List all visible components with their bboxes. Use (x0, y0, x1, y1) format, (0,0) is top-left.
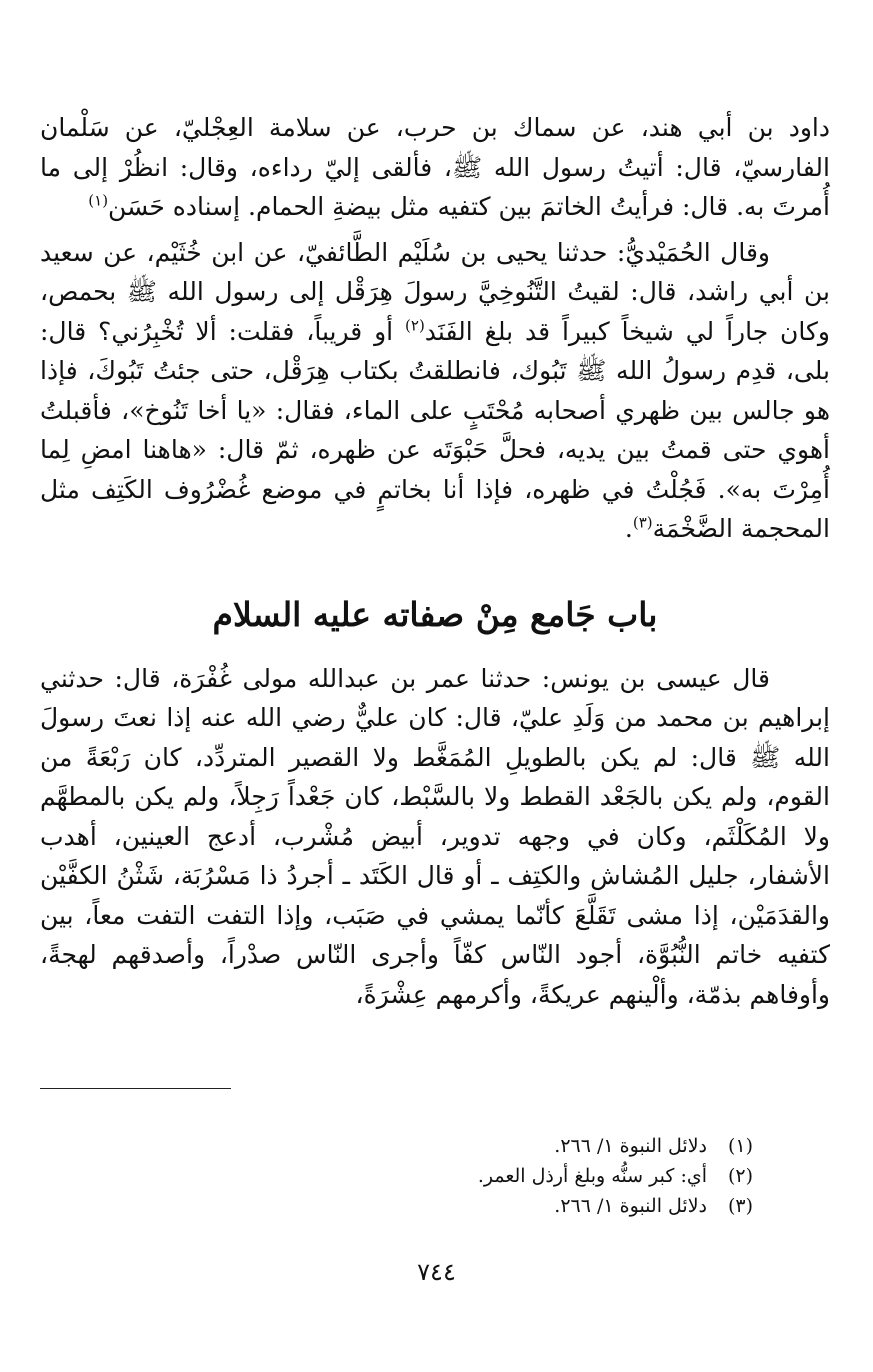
footnote-reference: (١) (88, 191, 109, 210)
paragraph-salman (40, 108, 830, 227)
footnote-number: (٢) (727, 1165, 753, 1187)
footnote-item (40, 1162, 753, 1190)
paragraph-humaydi (40, 233, 830, 549)
paragraph-text-continued: أو قريباً، فقلت: ألا تُخْبِرُني؟ قال: بلى، قدِم رسولُ الله ﷺ تَبُوك، فانطلقتُ بكتاب هِرَقْل، حتى جئتُ تَبُوكَ، فإذا هو جالس بين ظهري أصحابه مُحْتَبٍ على الماء، فقال: «يا أخا تَنُوخ»، فأقبلتُ أهوي حتى قمتُ بين يديه، فحلَّ حَبْوَتَه عن ظهره، ثمّ قال: «هاهنا امضِ لِما أُمِرْتَ به». فَجُلْتُ في ظهره، فإذا أنا بخاتمٍ في موضع غُضْرُوف الكَتِف مثل المحجمة الضَّخْمَة (40, 316, 830, 543)
footnote-item (40, 1192, 753, 1220)
page-body (40, 108, 830, 1014)
paragraph-text-end: . (624, 514, 633, 543)
footnote-text: دلائل النبوة ١/ ٢٦٦. (554, 1135, 707, 1157)
page-number: ٧٤٤ (417, 1258, 456, 1286)
footnote-number: (٣) (727, 1195, 753, 1217)
footnote-reference: (٣) (632, 513, 653, 532)
paragraph-isa-ibn-yunus: قال عيسى بن يونس: حدثنا عمر بن عبدالله مولى غُفْرَة، قال: حدثني إبراهيم بن محمد من وَلَدِ عليّ، قال: كان عليٌّ رضي الله عنه إذا نعتَ رسولَ الله ﷺ قال: لم يكن بالطويلِ المُمَغَّط ولا القصير المتردِّد، كان رَبْعَةً من القوم، ولم يكن بالجَعْد القطط ولا بالسَّبْط، كان جَعْداً رَجِلاً، ولم يكن بالمطهَّم ولا المُكَلْثَم، وكان في وجهه تدوير، أبيض مُشْرب، أدعج العينين، أهدب الأشفار، جليل المُشاش والكتِف ـ أو قال الكَتَد ـ أجردُ ذا مَسْرُبَة، شَثْنُ الكفَّيْن والقدَمَيْن، إذا مشى تَقَلَّعَ كأنّما يمشي في صَبَب، وإذا التفت التفت معاً، بين كتفيه خاتم النُّبُوَّة، أجود النّاس كفّاً وأجرى النّاس صدْراً، وأصدقهم لهجةً، وأوفاهم بذمّة، وألْينهم عريكةً، وأكرمهم عِشْرَةً، (40, 663, 830, 1009)
footnote-number: (١) (727, 1135, 753, 1157)
footnote-reference: (٢) (405, 316, 425, 335)
paragraph-text: داود بن أبي هند، عن سماك بن حرب، عن سلامة العِجْليّ، عن سَلْمان الفارسيّ، قال: أتيتُ رسول الله ﷺ، فألقى إليّ رداءه، وقال: انظُرْ إلى ما أُمرتَ به. قال: فرأيتُ الخاتمَ بين كتفيه مثل بيضةِ الحمام. إسناده حَسَن (40, 113, 830, 221)
footnote-text: أي: كبر سنُّه وبلغ أرذل العمر. (477, 1165, 707, 1187)
footnote-text: دلائل النبوة ١/ ٢٦٦. (554, 1195, 707, 1217)
paragraph-text: وقال الحُمَيْديُّ: حدثنا يحيى بن سُلَيْم الطَّائفيّ، عن ابن خُثَيْم، عن سعيد بن أبي راشد، قال: لقيتُ التَّنُوخِيَّ رسولَ هِرَقْل إلى رسول الله ﷺ بحمص، وكان جاراً لي شيخاً كبيراً قد بلغ الفَنَد (40, 237, 830, 346)
footnote-divider (40, 1088, 231, 1089)
footnote-item (40, 1132, 753, 1160)
footnotes (40, 1132, 753, 1222)
section-heading: باب جَامع مِنْ صفاته عليه السلام (212, 594, 658, 634)
